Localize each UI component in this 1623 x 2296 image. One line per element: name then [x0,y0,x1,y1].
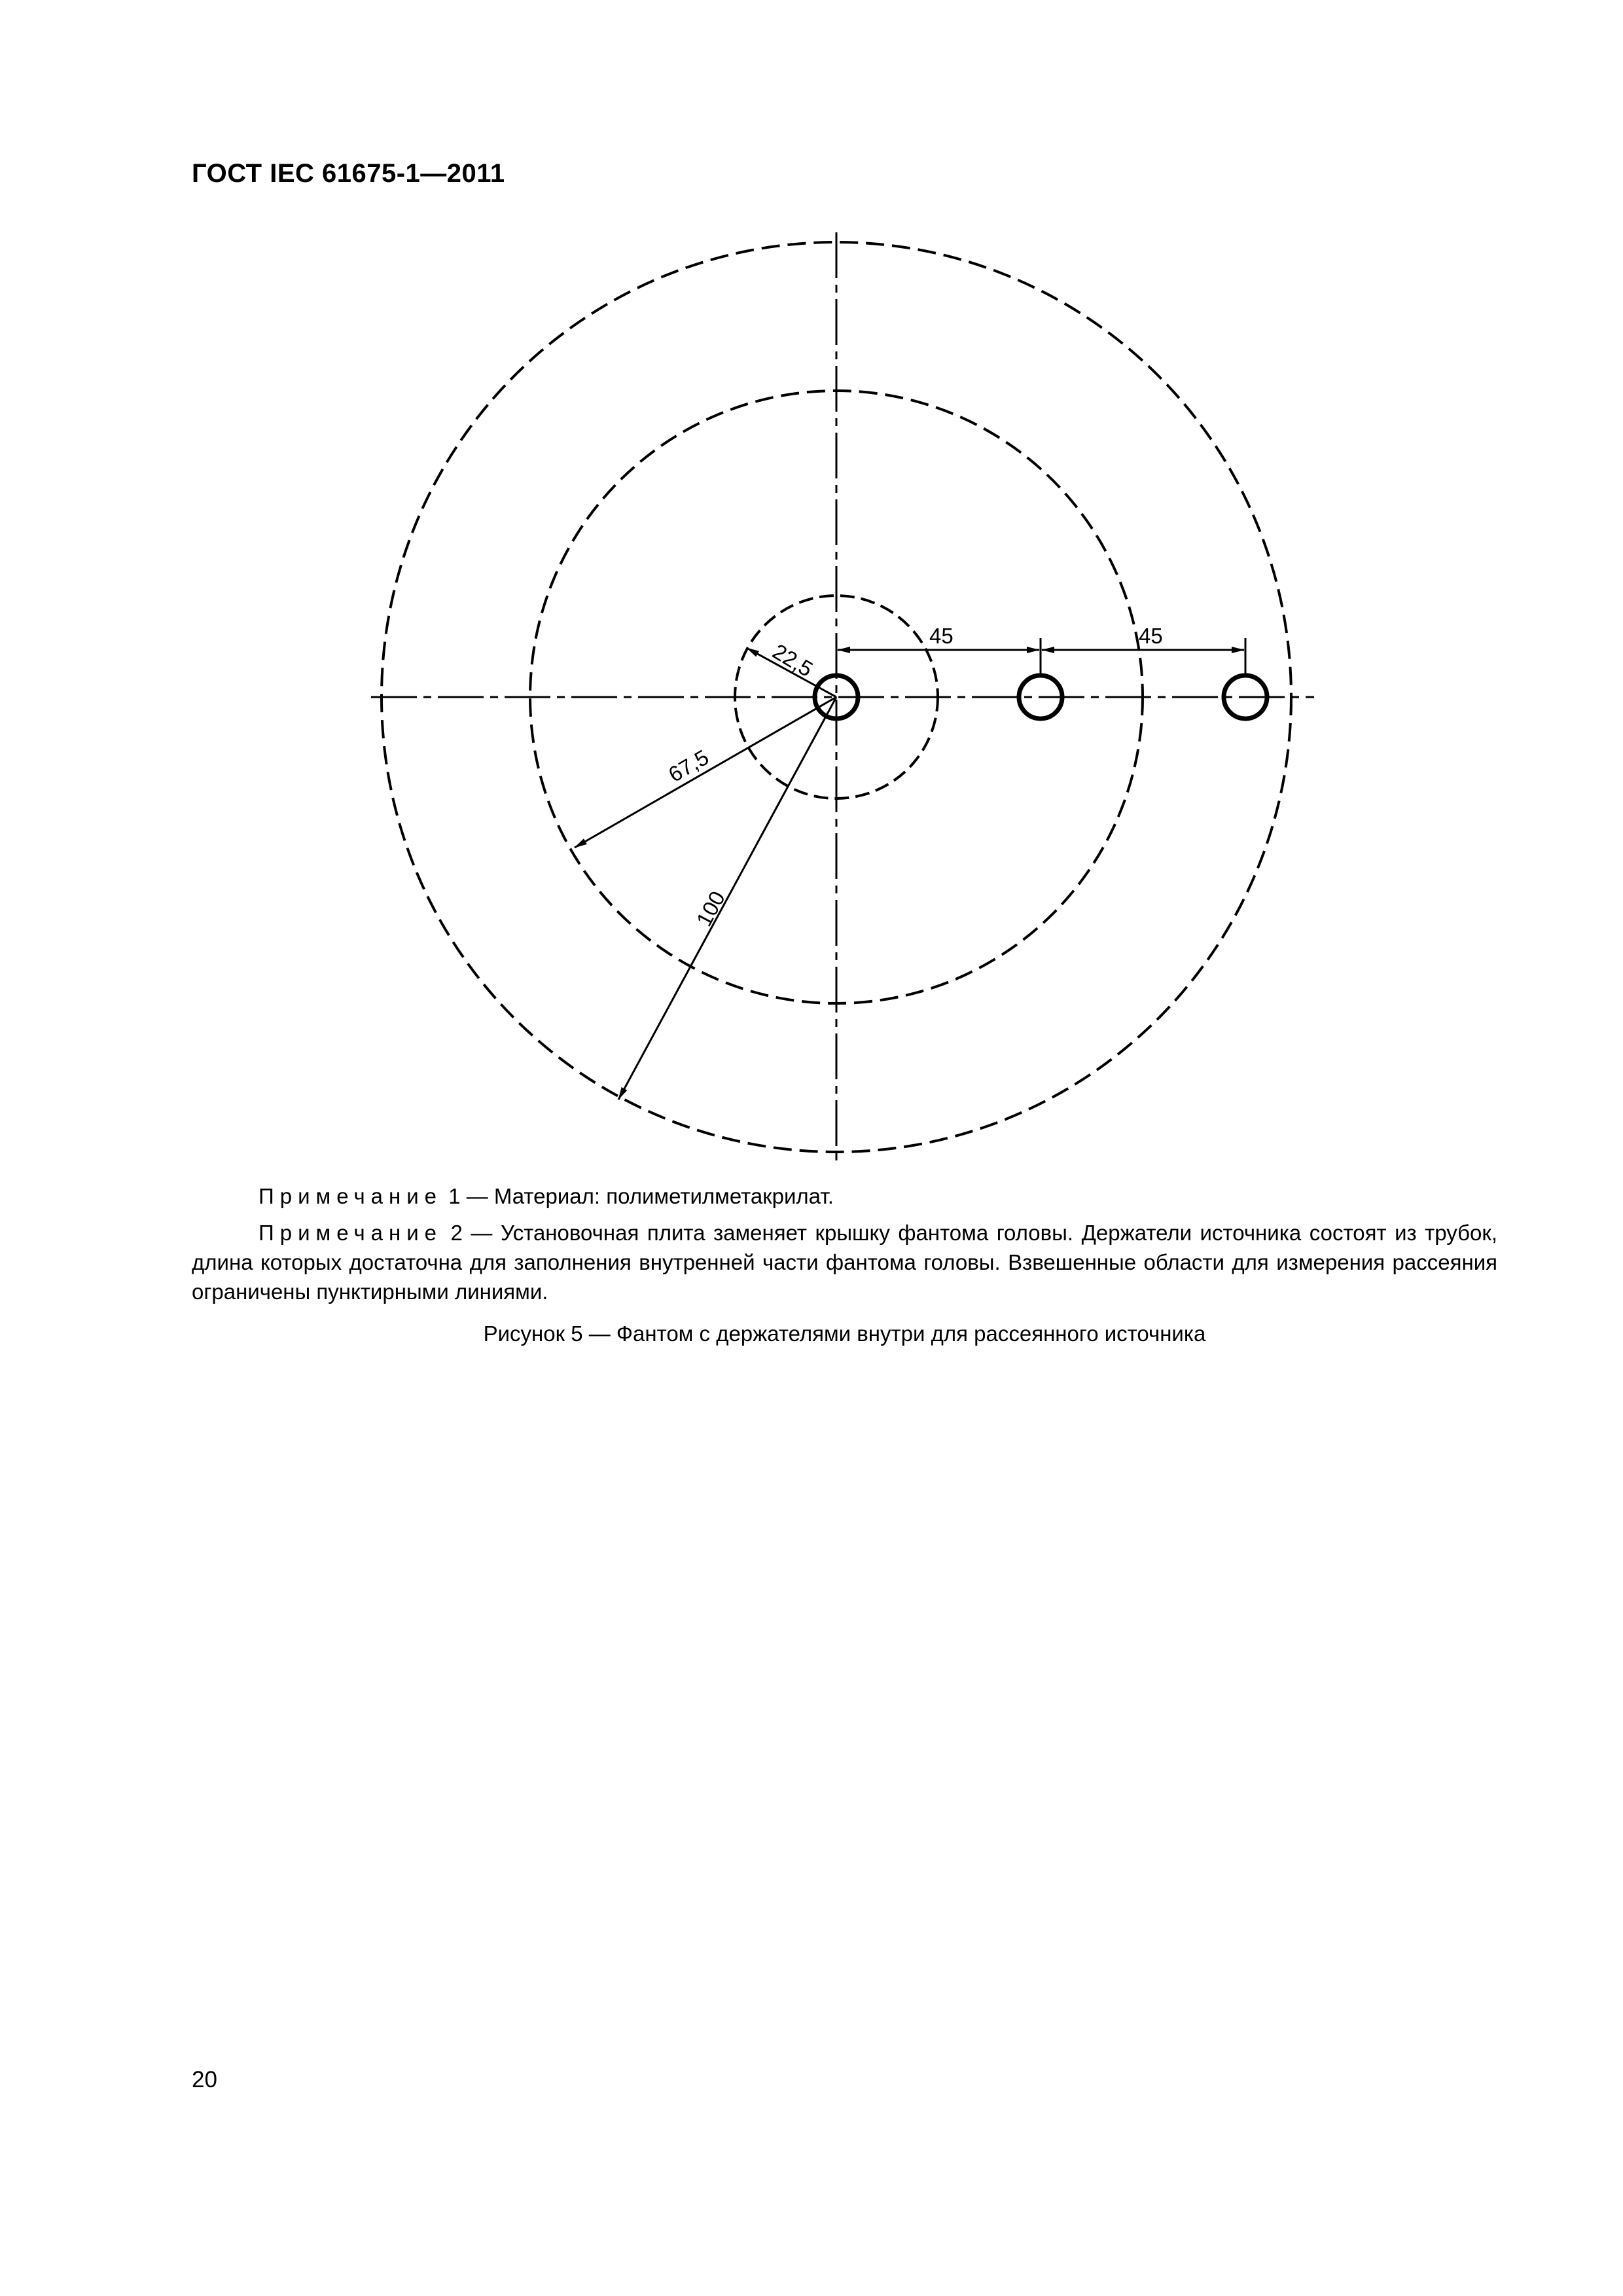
spacing-1-label: 45 [929,624,954,648]
figure-caption: Рисунок 5 — Фантом с держателями внутри для рассеянного источника [483,1321,1206,1346]
document-header: ГОСТ IEC 61675-1—2011 [192,159,505,188]
note-2-text: — Установочная плита заменяет крышку фантома головы. Держатели источника состоят из трубок, длина которых достаточна для заполнения внутренней части фантома головы. Взвешенные области для измерения рассеяния ограничены пунктирными линиями. [192,1221,1497,1304]
radius-100-label: 100 [691,887,730,931]
note-2 [192,1218,1497,1306]
note-2-label: Примечание [259,1221,443,1245]
page-number: 20 [192,2067,217,2092]
radius-22-5-label: 22,5 [768,639,817,682]
spacing-2-label: 45 [1139,624,1163,648]
note-1-label: Примечание [259,1184,443,1208]
radius-67-5-arrow [575,697,836,848]
figure-notes [192,1181,1497,1314]
note-1-number: 1 [448,1184,461,1208]
note-1-text: — Материал: полиметилметакрилат. [460,1184,834,1208]
note-1 [192,1181,1497,1211]
radius-67-5-label: 67,5 [664,744,713,787]
note-2-number: 2 [450,1221,463,1245]
